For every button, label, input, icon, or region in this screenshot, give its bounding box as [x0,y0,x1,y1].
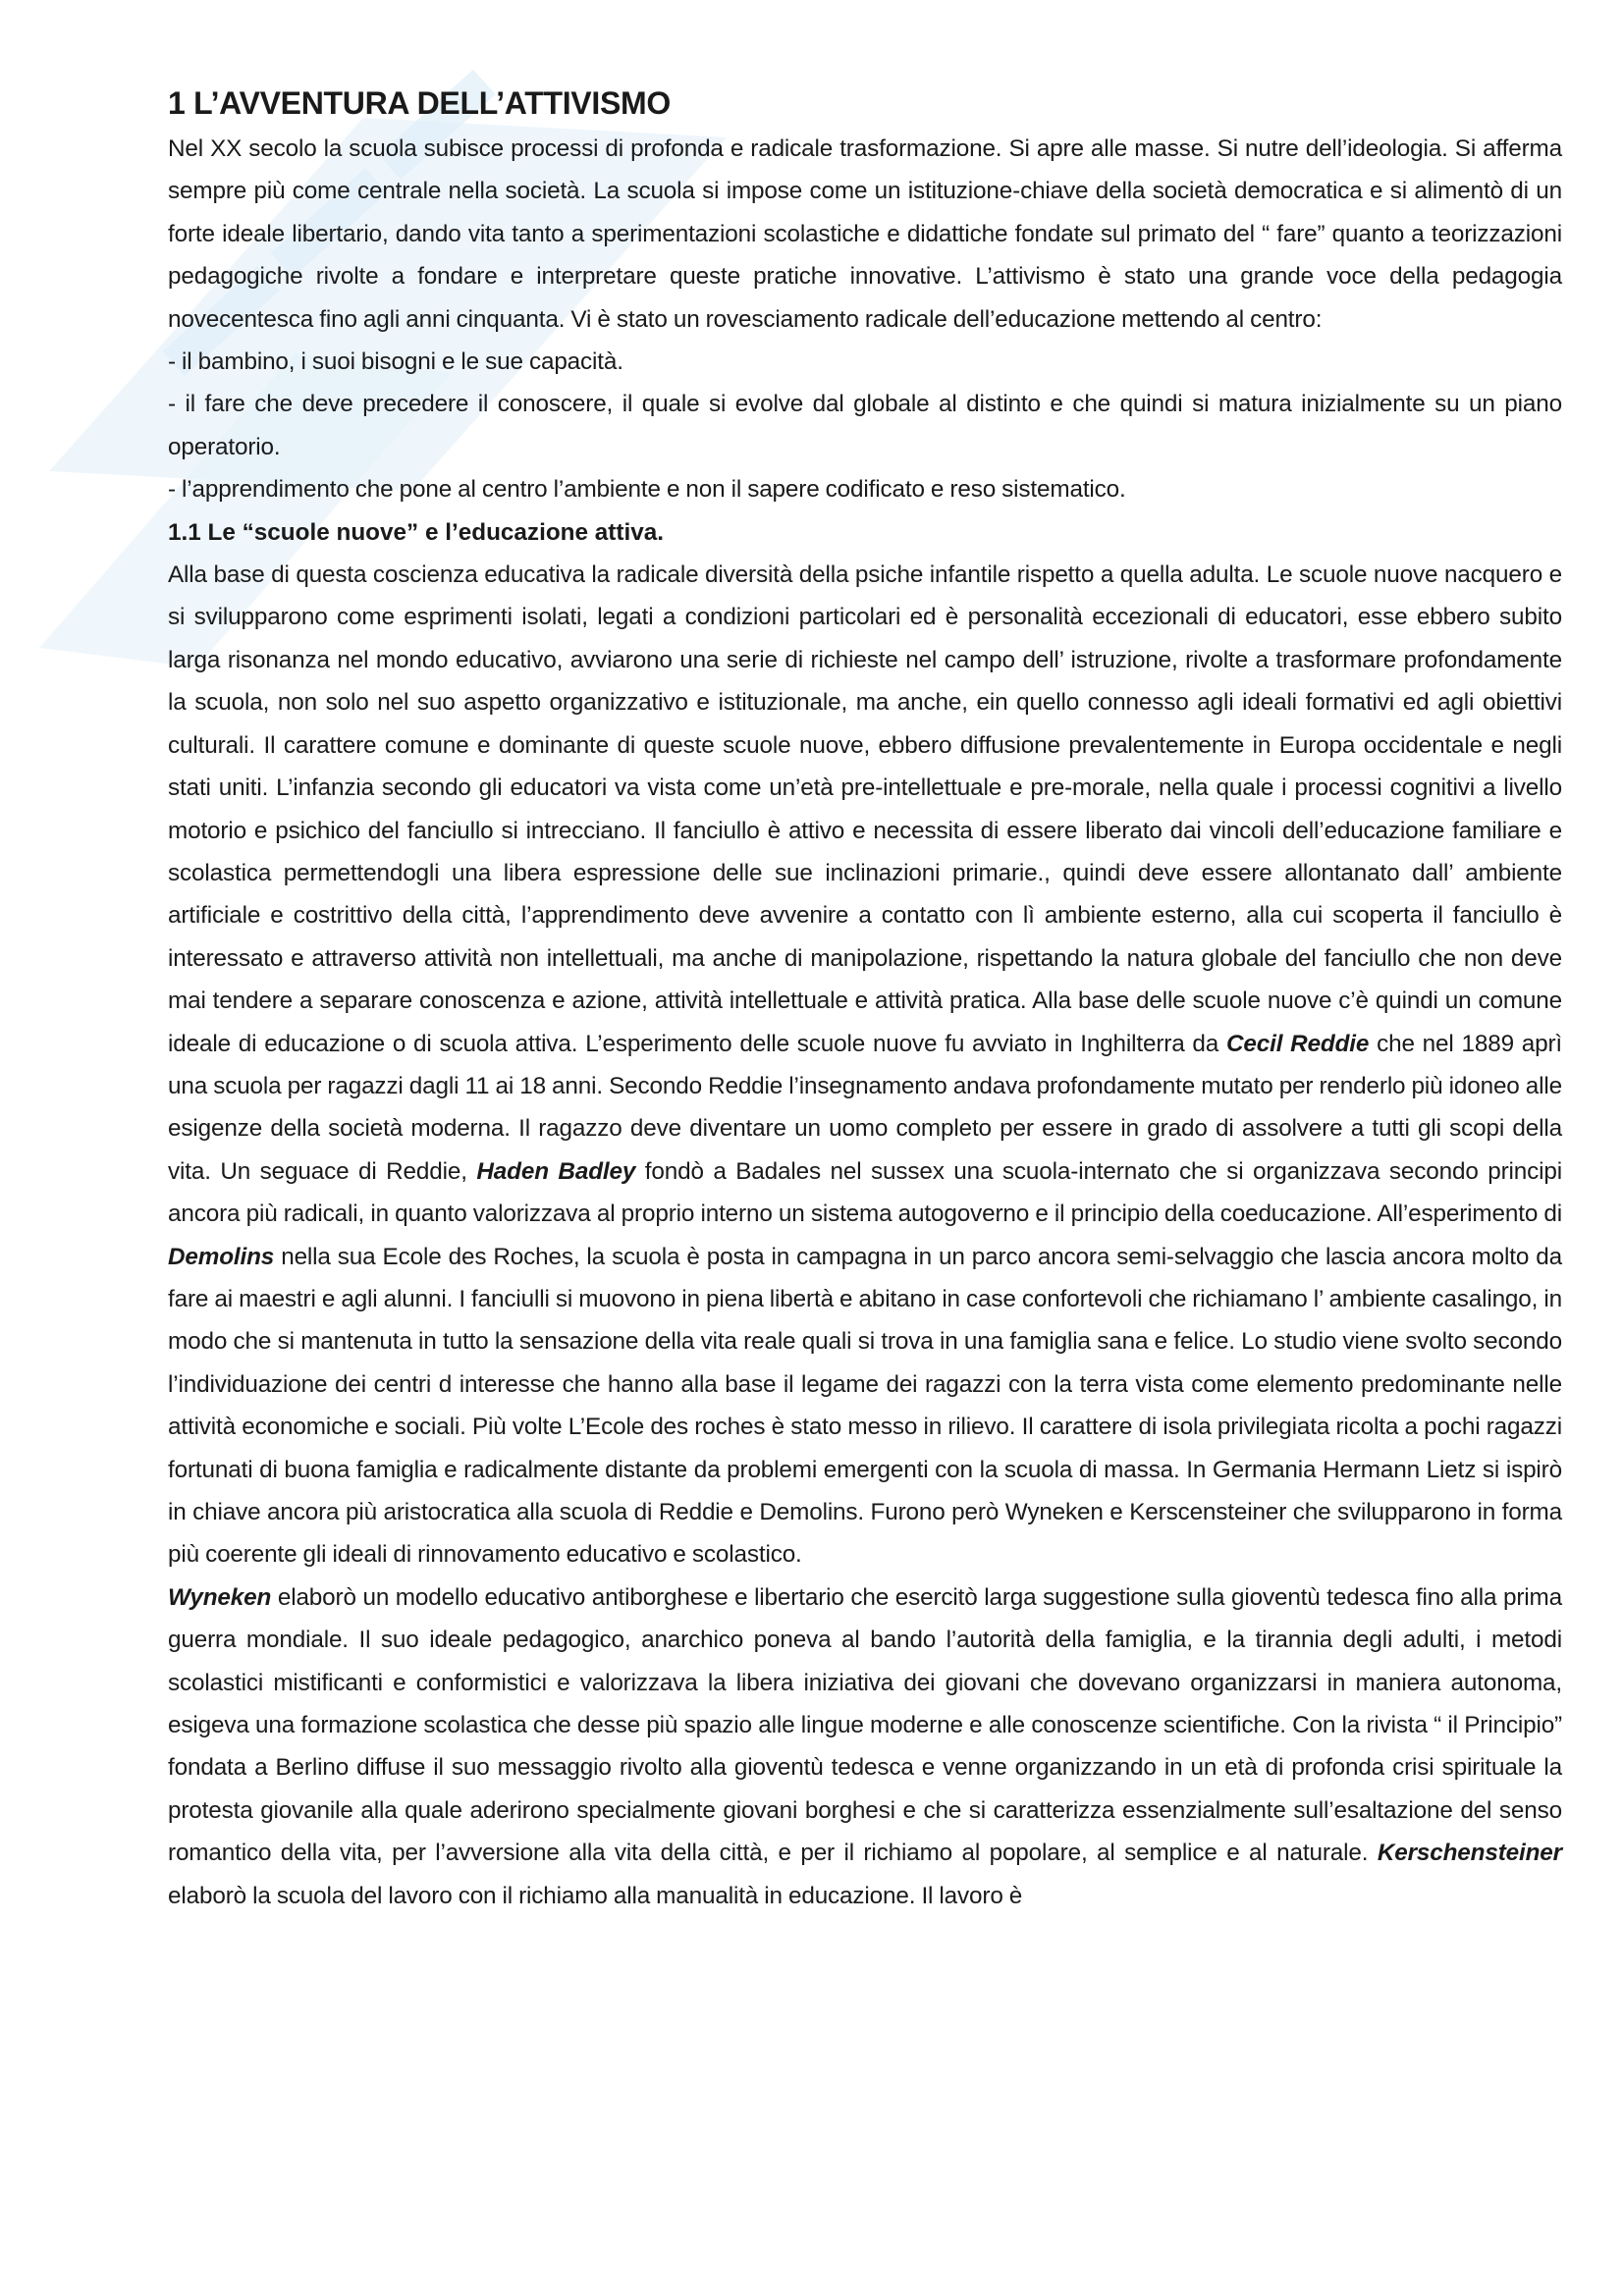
person-name: Demolins [168,1243,275,1270]
text-run: elaborò la scuola del lavoro con il richiamo alla manualità in educazione. Il lavoro è [168,1882,1023,1909]
person-name: Cecil Reddie [1226,1030,1370,1057]
person-name: Haden Badley [476,1157,636,1185]
list-item: - l’apprendimento che pone al centro l’ambiente e non il sapere codificato e reso sistematico. [168,476,1126,504]
person-name: Wyneken [168,1583,272,1611]
text-run: elaborò un modello educativo antiborghese e libertario che esercitò larga suggestione sulla gioventù tedesca fino alla prima guerra mondiale. Il suo ideale pedagogico, anarchico poneva al bando l’autorità della famiglia, e la tirannia degli adulti, i metodi scolastici mistificanti e conformistici e valorizzava la libera iniziativa dei giovani che dovevano organizzarsi in maniera autonoma, esigeva una formazione scolastica che desse più spazio alle lingue moderne e alle conoscenze scientifiche. Con la rivista “ il Principio” fondata a Berlino diffuse il suo messaggio rivolto alla gioventù tedesca e venne organizzando in un età di profonda crisi spirituale la protesta giovanile alla quale aderirono specialmente giovani borghesi e che si caratterizza essenzialmente sull’esaltazione del senso romantico della vita, per l’avversione alla vita della città, e per il richiamo al popolare, al semplice e al naturale. [168,1583,1562,1867]
document-page [168,80,1562,1917]
section-heading: 1.1 Le “scuole nuove” e l’educazione attiva. [168,518,665,546]
text-run: che nel 1889 aprì una scuola per ragazzi dagli 11 ai 18 anni. Secondo Reddie l’insegnamento andava profondamente mutato per renderlo più idoneo alle esigenze della società moderna. Il ragazzo deve diventare un uomo completo per essere in grado di assolvere a tutti gli scopi della vita. Un seguace di Reddie, [168,1030,1563,1185]
text-run: nella sua Ecole des Roches, la scuola è posta in campagna in un parco ancora semi-selvaggio che lascia ancora molto da fare ai maestri e agli alunni. I fanciulli si muovono in piena libertà e abitano in case confortevoli che richiamano l’ ambiente casalingo, in modo che si mantenuta in tutto la sensazione della vita reale quali si trova in una famiglia sana e felice. Lo studio viene svolto secondo l’individuazione dei centri d interesse che hanno alla base il legame dei ragazzi con la terra vista come elemento predominante nelle attività economiche e sociali. Più volte L’Ecole des roches è stato messo in rilievo. Il carattere di isola privilegiata ricolta a pochi ragazzi fortunati di buona famiglia e radicalmente distante da problemi emergenti con la scuola di massa. In Germania Hermann Lietz si ispirò in chiave ancora più aristocratica alla scuola di Reddie e Demolins. Furono però Wyneken e Kerscensteiner che svilupparono in forma più coerente gli ideali di rinnovamento educativo e scolastico. [168,1243,1562,1569]
body-paragraph [168,554,1562,1576]
text-run: fondò a Badales nel sussex una scuola-internato che si organizzava secondo principi ancora più radicali, in quanto valorizzava al proprio interno un sistema autogoverno e il principio della coeducazione. All’esperimento di [168,1157,1563,1228]
text-run: Alla base di questa coscienza educativa la radicale diversità della psiche infantile rispetto a quella adulta. Le scuole nuove nacquero e si svilupparono come esprimenti isolati, legati a condizioni particolari ed è personalità eccezionali di educatori, esse ebbero subito larga risonanza nel mondo educativo, avviarono una serie di richieste nel campo dell’ istruzione, rivolte a trasformare profondamente la scuola, non solo nel suo aspetto organizzativo e istituzionale, ma anche, ein quello connesso agli ideali formativi ed agli obiettivi culturali. Il carattere comune e dominante di queste scuole nuove, ebbero diffusione prevalentemente in Europa occidentale e negli stati uniti. L’infanzia secondo gli educatori va vista come un’età pre-intellettuale e pre-morale, nella quale i processi cognitivi a livello motorio e psichico del fanciullo si intrecciano. Il fanciullo è attivo e necessita di essere liberato dai vincoli dell’educazione familiare e scolastica permettendogli una libera espressione delle sue inclinazioni primarie., quindi deve essere allontanato dall’ ambiente artificiale e costrittivo della città, l’apprendimento deve avvenire a contatto con lì ambiente esterno, alla cui scoperta il fanciullo è interessato e attraverso attività non intellettuali, ma anche di manipolazione, rispettando la natura globale del fanciullo che non deve mai tendere a separare conoscenza e azione, attività intellettuale e attività pratica. Alla base delle scuole nuove c’è quindi un comune ideale di educazione o di scuola attiva. L’esperimento delle scuole nuove fu avviato in Inghilterra da [168,561,1562,1057]
intro-paragraph: Nel XX secolo la scuola subisce processi di profonda e radicale trasformazione. Si apre alle masse. Si nutre dell’ideologia. Si afferma sempre più come centrale nella società. La scuola si impose come un istituzione-chiave della società democratica e si alimentò di un forte ideale libertario, dando vita tanto a sperimentazioni scolastiche e didattiche fondate sul primato del “ fare” quanto a teorizzazioni pedagogiche rivolte a fondare e interpretare queste pratiche innovative. L’attivismo è stato una grande voce della pedagogia novecentesca fino agli anni cinquanta. Vi è stato un rovesciamento radicale dell’educazione mettendo al centro: [168,135,1562,333]
page-title: 1 L’AVVENTURA DELL’ATTIVISMO [168,85,671,121]
list-item: - il fare che deve precedere il conoscere, il quale si evolve dal globale al distinto e che quindi si matura inizialmente su un piano operatorio. [168,391,1562,460]
list-item: - il bambino, i suoi bisogni e le sue capacità. [168,348,623,376]
body-paragraph [168,1576,1562,1917]
person-name: Kerschensteiner [1377,1840,1562,1867]
